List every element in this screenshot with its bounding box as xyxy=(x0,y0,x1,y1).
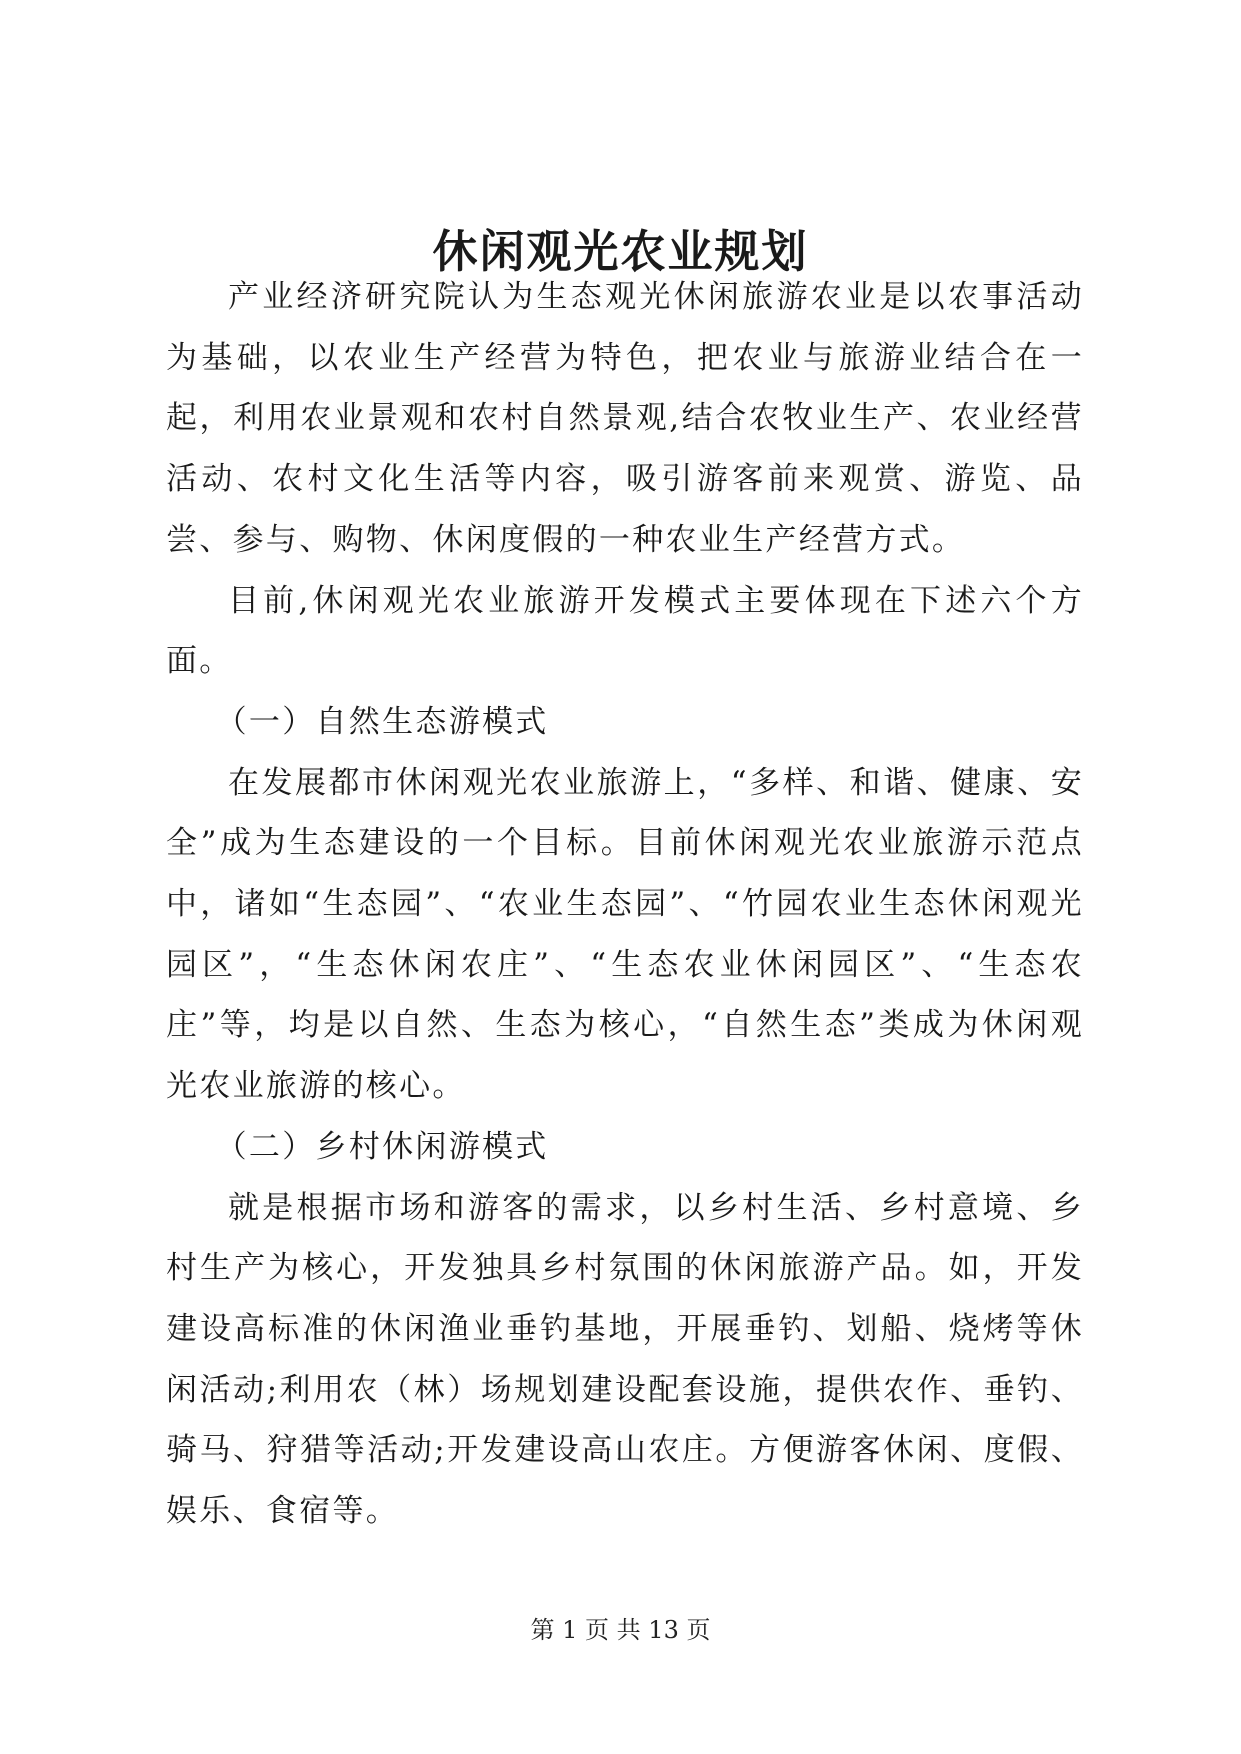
paragraph-intro: 产业经济研究院认为生态观光休闲旅游农业是以农事活动为基础，以农业生产经营为特色，把农业与旅游业结合在一起，利用农业景观和农村自然景观,结合农牧业生产、农业经营活动、农村文化生活等内容，吸引游客前来观赏、游览、品尝、参与、购物、休闲度假的一种农业生产经营方式。 xyxy=(166,279,1084,558)
section-heading-2: （二）乡村休闲游模式 xyxy=(215,1128,549,1165)
section-heading-1: （一）自然生态游模式 xyxy=(215,703,549,740)
paragraph-section-1: 在发展都市休闲观光农业旅游上，“多样、和谐、健康、安全”成为生态建设的一个目标。目前休闲观光农业旅游示范点中，诸如“生态园”、“农业生态园”、“竹园农业生态休闲观光园区”，“生态休闲农庄”、“生态农业休闲园区”、“生态农庄”等，均是以自然、生态为核心，“自然生态”类成为休闲观光农业旅游的核心。 xyxy=(166,764,1084,1105)
document-title: 休闲观光农业规划 xyxy=(432,225,809,278)
body-text xyxy=(166,267,1084,1542)
paragraph-section-2: 就是根据市场和游客的需求，以乡村生活、乡村意境、乡村生产为核心，开发独具乡村氛围的休闲旅游产品。如，开发建设高标准的休闲渔业垂钓基地，开展垂钓、划船、烧烤等休闲活动;利用农（林）场规划建设配套设施，提供农作、垂钓、骑马、狩猎等活动;开发建设高山农庄。方便游客休闲、度假、娱乐、食宿等。 xyxy=(166,1189,1084,1530)
page-footer: 第 1 页 共 13 页 xyxy=(530,1616,711,1644)
paragraph-overview: 目前,休闲观光农业旅游开发模式主要体现在下述六个方面。 xyxy=(166,582,1084,680)
